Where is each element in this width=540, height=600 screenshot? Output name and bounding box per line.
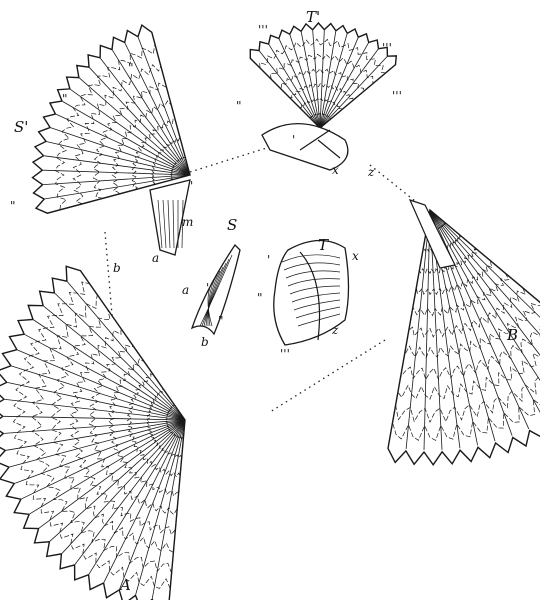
label-z-on-t: z [332, 323, 339, 337]
mark-double-prime-3: " [10, 199, 16, 213]
label-s-prime: S' [14, 118, 29, 136]
mark-double-prime-5: " [218, 314, 224, 328]
mark-prime-3: ' [190, 179, 194, 193]
label-b-main: B [507, 326, 519, 344]
mark-prime-2: ' [267, 253, 271, 267]
shell-s-prime-outline [33, 25, 194, 213]
mark-triple-prime-4: ''' [280, 347, 290, 361]
label-a-on-s-prime: a [152, 251, 160, 265]
mark-triple-prime-1: ''' [258, 23, 268, 37]
mark-double-prime-6: " [257, 291, 263, 305]
mark-prime-4: ' [292, 133, 296, 147]
mark-double-prime-2: " [62, 92, 68, 106]
label-t: T [318, 236, 329, 254]
shell-t-prime-outline [250, 23, 396, 128]
mark-double-prime-4: " [236, 99, 242, 113]
label-z-on-t-prime: z [368, 165, 375, 179]
shell-s-prime-drawing [33, 25, 194, 255]
shell-a-drawing [0, 266, 185, 600]
shell-t-prime-drawing [250, 23, 396, 170]
label-x-on-t: x [352, 249, 359, 263]
label-b-on-s: b [201, 335, 209, 349]
connector-t-to-b [370, 165, 420, 205]
mark-double-prime-1: " [128, 61, 134, 75]
label-x-on-t-prime: x [332, 163, 339, 177]
label-t-prime: T' [306, 8, 321, 26]
mark-triple-prime-3: ''' [392, 89, 402, 103]
label-m: m [182, 215, 194, 229]
mark-prime-1: ' [206, 281, 210, 295]
mark-triple-prime-2: ''' [382, 41, 392, 55]
label-a-on-s: a [182, 283, 190, 297]
label-b-on-s-prime: b [113, 261, 121, 275]
label-a-main: A [120, 576, 131, 594]
shell-s-drawing [192, 245, 240, 334]
label-s: S [227, 216, 238, 234]
